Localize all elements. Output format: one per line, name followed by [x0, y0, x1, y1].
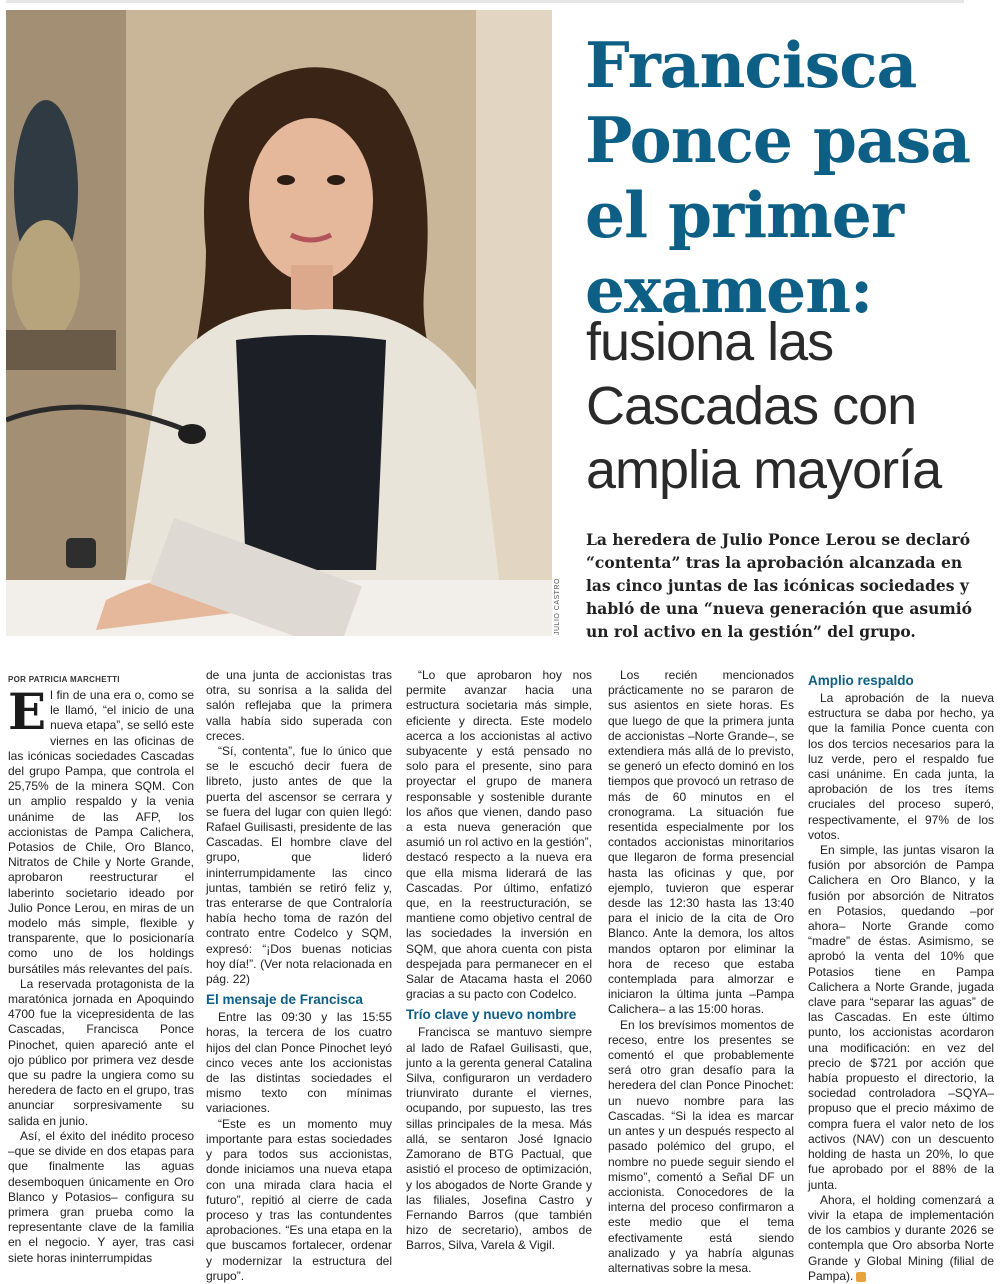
paragraph: Los recién mencionados prácticamente no se pararon de sus asientos en siete horas. Es que luego de que la primera junta de accionistas –Norte Grande–, se extendiera más allá de lo previsto, se generó un efecto dominó en los tiempos que provocó un retraso de más de 60 minutos en el cronograma. La situación fue resentida especialmente por los contados accionistas minoritarios que llegaron de forma presencial hasta las oficinas y que, por ejemplo, tuvieron que esperar desde las 12:30 hasta las 13:40 para el inicio de la cita de Oro Blanco. Ante la demora, los altos mandos optaron por eliminar la hora de receso que estaba contemplada para almorzar e iniciaron la última junta –Pampa Calichera– a las 15:00 horas.	[608, 668, 794, 1017]
section-heading: Amplio respaldo	[808, 673, 914, 688]
paragraph: En los brevísimos momentos de receso, entre los presentes se comentó el que probablemente será otro gran desafío para la heredera del clan Ponce Pinochet: un nuevo nombre para las Cascadas. “Si la idea es marcar un antes y un después respecto al pasado polémico del grupo, el nombre no puede seguir siendo el mismo”, comentó a Señal DF un accionista. Conocedores de la interna del proceso confirmaron a este medio que el tema efectivamente está siendo analizado y ya habría algunas alternativas sobre la mesa.	[608, 1017, 794, 1275]
end-mark-icon	[856, 1272, 866, 1282]
paragraph-text: Ahora, el holding comenzará a vivir la etapa de implementación de los cambios y durante 2026 se contempla que Oro absorba Norte Grande y Global Mining (filial de Pampa).	[808, 1192, 994, 1283]
paragraph: Así, el éxito del inédito proceso –que se divide en dos etapas para que finalmente las aguas desemboquen únicamente en Oro Blanco y Potasios– configura su primera gran prueba como la representante clave de la familia en el negocio. Y ayer, tras casi siete horas ininterrumpidas	[8, 1128, 194, 1265]
column-2	[206, 668, 392, 1284]
column-4	[608, 668, 794, 1276]
paragraph: “Este es un momento muy importante para estas sociedades y para todos sus accionistas, donde iniciamos una nueva etapa con una mirada clara hacia el futuro”, repitió al cierre de cada proceso y tras las contundentes aprobaciones. “Es una etapa en la que buscamos fortalecer, ordenar y modernizar la estructura del grupo”.	[206, 1116, 392, 1283]
paragraph: “Lo que aprobaron hoy nos permite avanzar hacia una estructura societaria más simple, eficiente y directa. Este modelo acerca a los accionistas al activo subyacente y está pensado no solo para el presente, sino para proyectar el grupo de manera responsable y sostenible durante los años que vienen, dando paso a esta nueva generación que asumió un rol activo en la gestión”, destacó respecto a la nueva era que ella misma liderará de las Cascadas. Por último, enfatizó que, en la reestructuración, se mantiene como objetivo central de las sociedades la inversión en SQM, que ahora cuenta con pista despejada para permanecer en el Salar de Atacama hasta el 2060 gracias a su pacto con Codelco.	[406, 668, 592, 1002]
subheadline: fusiona las Cascadas con amplia mayoría	[586, 312, 942, 500]
paragraph: Francisca se mantuvo siempre al lado de Rafael Guilisasti, que, junto a la gerenta general Catalina Silva, configuraron un verdadero triunvirato durante el viernes, ocupando, por supuesto, las tres sillas principales de la mesa. Más allá, se sentaron José Ignacio Zamorano de BTG Pactual, que asistió el proceso de optimización, y los abogados de Norte Grande y las filiales, Josefina Castro y Fernando Barros (que también hizo de secretario), ambos de Barros, Silva, Varela & Vigil.	[406, 1025, 592, 1253]
paragraph-text: l fin de una era o, como se le llamó, “el inicio de una nueva etapa”, se selló este viernes en las oficinas de las icónicas sociedades Cascadas del grupo Pampa, que controla el 25,75% de la minera SQM. Con un amplio respaldo y la venia unánime de las AFP, los accionistas de Pampa Calichera, Potasios de Chile, Oro Blanco, Nitratos de Chile y Norte Grande, aprobaron reestructurar el laberinto societario ideado por Julio Ponce Lerou, en miras de un modelo más simple, flexible y transparente, que lo posicionaría como uno de los holdings bursátiles más relevantes del país.	[8, 688, 194, 976]
paragraph	[8, 682, 194, 977]
paragraph: Entre las 09:30 y las 15:55 horas, la tercera de los cuatro hijos del clan Ponce Pinochet leyó cinco veces ante los accionistas de las distintas sociedades el mismo texto con mínimas variaciones.	[206, 1010, 392, 1116]
paragraph: La aprobación de la nueva estructura se daba por hecho, ya que la familia Ponce cuenta con los dos tercios necesarios para la luz verde, pero el respaldo fue casi unánime. En cada junta, la aprobación de los tres ítems cruciales del proceso superó, respectivamente, el 97% de los votos.	[808, 691, 994, 842]
paragraph: “Sí, contenta”, fue lo único que se le escuchó decir fuera de libreto, justo antes de que la puerta del ascensor se cerrara y se fuera del lugar con quien llegó: Rafael Guilisasti, presidente de las Cascadas. El hombre clave del grupo, que lideró ininterrumpidamente las cinco juntas, también se retiró feliz y, tras enterarse de que Contraloría había hecho toma de razón del contrato entre Codelco y SQM, expresó: “¡Dos buenas noticias hoy día!”. (Ver nota relacionada en pág. 22)	[206, 744, 392, 987]
paragraph: En simple, las juntas visaron la fusión por absorción de Pampa Calichera en Oro Blanco, y la fusión por absorción de Nitratos en Potasios, quedando –por ahora– Norte Grande como “madre” de éstas. Asimismo, se aprobó la venta del 10% que Potasios tiene en Pampa Calichera a Norte Grande, jugada clave para “separar las aguas” de las Cascadas. En este último punto, los accionistas acordaron una modificación: en vez del precio de $721 por acción que había propuesto el directorio, la sociedad controladora –SQYA– propuso que el precio máximo de compra fuera el valor neto de los activos (NAV) con un descuento holding de hasta un 20%, lo que fue aprobado por el 88% de la junta.	[808, 843, 994, 1192]
photo-credit: JULIO CASTRO	[554, 578, 561, 635]
column-5	[808, 668, 994, 1284]
column-1	[8, 682, 194, 1266]
headline: Francisca Ponce pasa el primer examen:	[585, 28, 971, 327]
column-3	[406, 668, 592, 1254]
portrait-illustration	[6, 10, 552, 636]
drop-cap: E	[8, 682, 47, 741]
section-heading: El mensaje de Francisca	[206, 992, 363, 1008]
byline: POR PATRICIA MARCHETTI	[8, 675, 120, 684]
top-rule	[6, 0, 964, 3]
paragraph: de una junta de accionistas tras otra, su sonrisa a la salida del salón reflejaba que la primera valla había sido superada con creces.	[206, 668, 392, 743]
lede: La heredera de Julio Ponce Lerou se declaró “contenta” tras la aprobación alcanzada en las cinco juntas de las icónicas sociedades y habló de una “nueva generación que asumió un rol activo en la gestión” del grupo.	[586, 530, 973, 641]
article-photo	[6, 10, 552, 636]
section-heading: Trío clave y nuevo nombre	[406, 1007, 577, 1023]
paragraph: La reservada protagonista de la maratónica jornada en Apoquindo 4700 fue la vicepresidenta de las Cascadas, Francisca Ponce Pinochet, quien apareció ante el ojo público por primera vez desde que su padre la ungiera como su heredera de facto en el grupo, tras anunciar sorpresivamente su salida en junio.	[8, 976, 194, 1128]
paragraph	[808, 1193, 994, 1284]
